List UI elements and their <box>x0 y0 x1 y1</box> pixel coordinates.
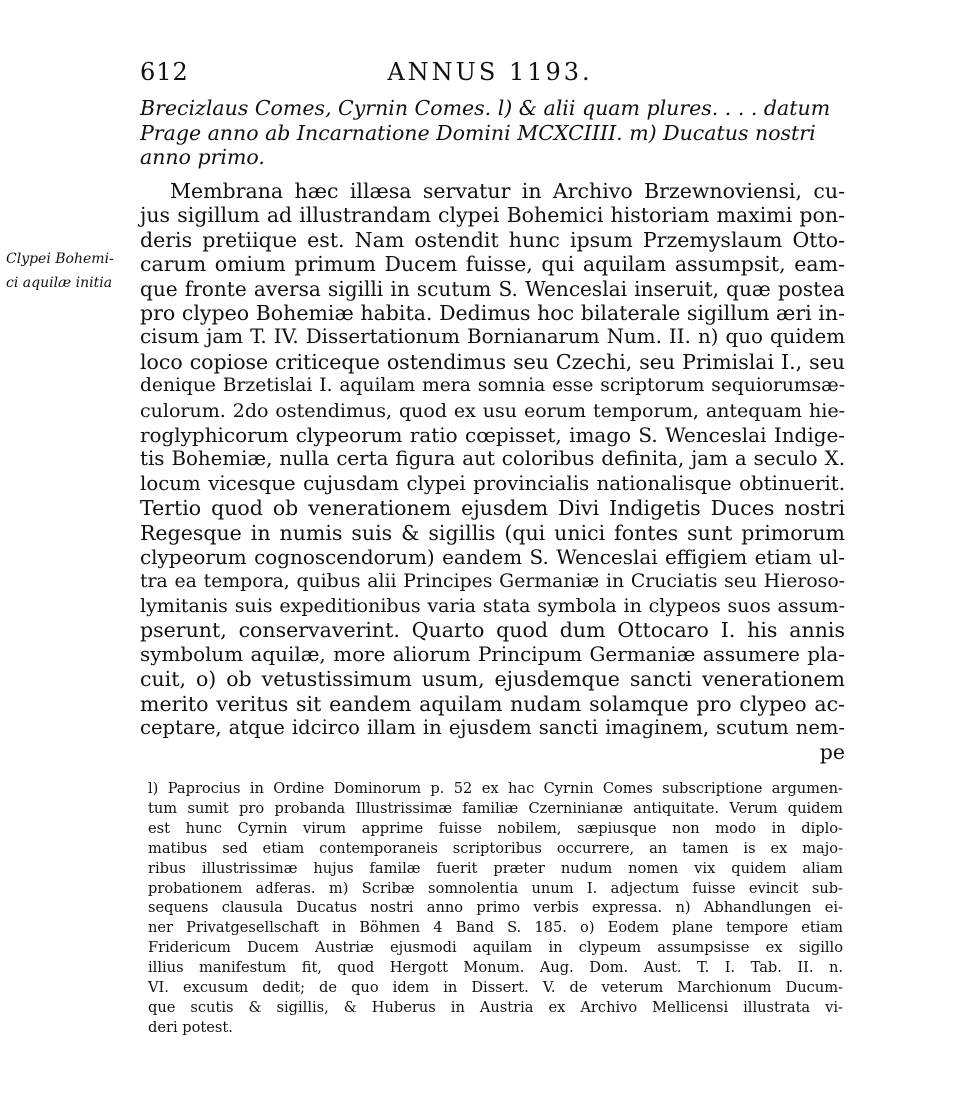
text-line: Brecizlaus Comes, Cyrnin Comes. l) & alii quam plures. . . . datum <box>140 96 831 120</box>
text-line: loco copiose criticeque ostendimus seu Czechi, seu Primislai I., seu <box>140 349 845 374</box>
text-line: clypeorum cognoscendorum) eandem S. Wenceslai effigiem etiam ul- <box>140 545 845 570</box>
running-title: ANNUS 1193. <box>387 58 593 86</box>
text-line: jus sigillum ad illustrandam clypei Bohemici historiam maximi pon- <box>140 203 845 228</box>
page-number: 612 <box>140 58 189 86</box>
main-body-text <box>140 179 845 765</box>
footnote-line: que scutis & sigillis, & Huberus in Austria ex Archivo Mellicensi illustrata vi- <box>148 998 843 1016</box>
footnote-line: sequens clausula Ducatus nostri anno primo verbis expressa. n) Abhandlungen ei- <box>148 899 843 917</box>
margin-note-line: ci aquilæ initia <box>6 275 113 291</box>
text-line: Prage anno ab Incarnatione Domini MCXCIIII. m) Ducatus nostri <box>140 120 816 145</box>
footnote-line: tum sumit pro probanda Illustrissimæ familiæ Czerninianæ antiquitate. Verum quidem <box>148 799 843 817</box>
text-line: ceptare, atque idcirco illam in ejusdem sancti imaginem, scutum nem- <box>140 715 845 739</box>
footnote-line: matibus sed etiam contemporaneis scriptoribus occurrere, an tamen is ex majo- <box>148 839 843 857</box>
footnotes <box>148 779 843 1038</box>
text-line: pserunt, conservaverint. Quarto quod dum Ottocaro I. his annis <box>140 618 845 643</box>
footnote-line: est hunc Cyrnin virum apprime fuisse nobilem, sæpiusque non modo in diplo- <box>148 819 843 837</box>
text-line: symbolum aquilæ, more aliorum Principum Germaniæ assumere pla- <box>140 642 845 666</box>
text-line: tra ea tempora, quibus alii Principes Germaniæ in Cruciatis seu Hieroso- <box>140 570 845 592</box>
text-line: cuit, o) ob vetustissimum usum, ejusdemque sancti venerationem <box>140 667 845 692</box>
text-line: tis Bohemiæ, nulla certa figura aut coloribus definita, jam a seculo X. <box>140 447 845 471</box>
text-line: culorum. 2do ostendimus, quod ex usu eorum temporum, antequam hie- <box>140 399 845 422</box>
footnote-line: ribus illustrissimæ hujus familæ fuerit præter nudum nomen vix quidem aliam <box>148 859 843 877</box>
text-line: cisum jam T. IV. Dissertationum Bornianarum Num. II. n) quo quidem <box>140 325 845 349</box>
footnote-line: l) Paprocius in Ordine Dominorum p. 52 ex hac Cyrnin Comes subscriptione argumen- <box>148 780 843 797</box>
text-line: que fronte aversa sigilli in scutum S. Wenceslai inseruit, quæ postea <box>140 276 845 301</box>
text-line: merito veritus sit eandem aquilam nudam solamque pro clypeo ac- <box>140 691 845 716</box>
footnote-line: Fridericum Ducem Austriæ ejusmodi aquilam in clypeum assumpsisse ex sigillo <box>148 939 843 957</box>
page-header <box>140 58 840 90</box>
margin-note <box>6 247 136 295</box>
text-line: lymitanis suis expeditionibus varia stata symbola in clypeos suos assum- <box>140 594 845 617</box>
text-line: anno primo. <box>140 145 265 169</box>
text-line: Membrana hæc illæsa servatur in Archivo Brzewnoviensi, cu- <box>170 179 845 203</box>
footnote-line: probationem adferas. m) Scribæ somnolentia unum I. adjectum fuisse evincit sub- <box>148 879 843 897</box>
text-line: denique Brzetislai I. aquilam mera somnia esse scriptorum sequiorumsæ- <box>140 375 845 397</box>
footnote-line: VI. excusum dedit; de quo idem in Dissert. V. de veterum Marchionum Ducum- <box>148 979 843 997</box>
text-line: pro clypeo Bohemiæ habita. Dedimus hoc bilaterale sigillum æri in- <box>140 301 845 326</box>
footnote-line: ner Privatgesellschaft in Böhmen 4 Band S. 185. o) Eodem plane tempore etiam <box>148 919 843 937</box>
charter-closing-text <box>140 96 840 170</box>
text-line: roglyphicorum clypeorum ratio cœpisset, imago S. Wenceslai Indige- <box>140 423 845 448</box>
footnote-line: deri potest. <box>148 1018 233 1036</box>
text-line: Tertio quod ob venerationem ejusdem Divi Indigetis Duces nostri <box>140 496 845 521</box>
catchword: pe <box>819 740 845 765</box>
text-line: Regesque in numis suis & sigillis (qui unici fontes sunt primorum <box>140 520 845 545</box>
text-line: locum vicesque cujusdam clypei provincialis nationalisque obtinuerit. <box>140 471 845 495</box>
text-line: carum omium primum Ducem fuisse, qui aquilam assumpsit, eam- <box>140 252 845 277</box>
text-line: deris pretiique est. Nam ostendit hunc ipsum Przemyslaum Otto- <box>140 227 845 252</box>
footnote-line: illius manifestum fit, quod Hergott Monum. Aug. Dom. Aust. T. I. Tab. II. n. <box>148 959 843 977</box>
margin-note-line: Clypei Bohemi- <box>6 251 114 267</box>
